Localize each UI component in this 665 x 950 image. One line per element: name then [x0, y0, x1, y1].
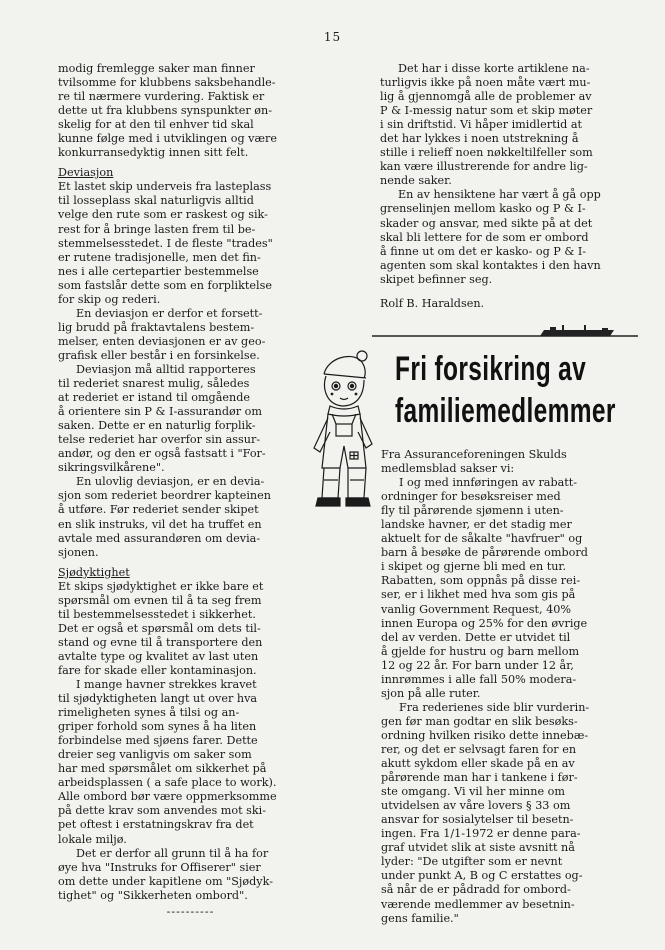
text-line: Deviasjon må alltid rapporteres: [76, 362, 256, 376]
text-line: til losseplass skal naturligvis alltid: [58, 194, 254, 208]
text-line: 12 og 22 år. For barn under 12 år,: [381, 658, 574, 672]
article-paragraph-1: [381, 476, 639, 701]
text-line: til rederiet snarest mulig, således: [58, 377, 250, 391]
text-line: om dette under kapitlene om "Sjødyk-: [58, 874, 273, 888]
text-line: ansvar for sosialytelser til besetn-: [381, 813, 574, 827]
text-line: akutt sykdom eller skade på en av: [381, 757, 575, 771]
text-line: en slik instruks, vil det ha truffet en: [58, 517, 262, 531]
text-line: aktuelt for de såkalte "havfruer" og: [381, 532, 583, 546]
text-line: avtalte type og kvalitet av last uten: [58, 649, 259, 663]
text-line: nende saker.: [380, 174, 452, 188]
text-line: fly til pårørende sjømenn i uten-: [381, 504, 564, 518]
text-line: melser, enten deviasjonen er av geo-: [58, 334, 266, 348]
text-line: har med spørsmålet om sikkerhet på: [58, 762, 267, 776]
headline-line-1: Fri forsikring av: [395, 350, 587, 388]
end-divider: ----------: [166, 904, 215, 918]
text-line: turligvis ikke på noen måte vært mu-: [380, 76, 591, 90]
text-line: Alle ombord bør være oppmerksomme: [58, 790, 277, 804]
text-line: rer, og det er selvsagt faren for en: [381, 742, 577, 756]
text-line: værende medlemmer av besetnin-: [381, 897, 575, 911]
headline-line-2: familiemedlemmer: [395, 392, 616, 430]
text-line: landske havner, er det stadig mer: [381, 518, 572, 532]
text-line: i sin driftstid. Vi håper imidlertid at: [380, 118, 583, 132]
text-line: agenten som skal kontaktes i den havn: [380, 258, 601, 272]
text-line: rest for å bringe lasten frem til be-: [58, 222, 256, 236]
text-line: ordning hvilken risiko dette innebæ-: [381, 728, 589, 742]
text-line: å gjelde for hustru og barn mellom: [381, 644, 580, 658]
text-line: skal bli lettere for de som er ombord: [380, 230, 589, 244]
text-line: graf utvidet slik at siste avsnitt nå: [381, 841, 575, 855]
sjodyktighet-paragraph-3: [58, 847, 323, 903]
text-line: saken. Dette er en naturlig forplik-: [58, 419, 256, 433]
text-line: på dette krav som anvendes mot ski-: [58, 804, 267, 818]
text-line: kan være illustrerende for andre lig-: [380, 160, 588, 174]
text-line: En deviasjon er derfor et forsett-: [76, 306, 263, 320]
text-line: Rabatten, som oppnås på disse rei-: [381, 574, 581, 588]
text-line: modig fremlegge saker man finner: [58, 62, 255, 75]
text-line: barn å besøke de pårørende ombord: [381, 546, 588, 560]
text-line: del av verden. Dette er utvidet til: [381, 630, 571, 644]
text-line: En av hensiktene har vært å gå opp: [398, 188, 601, 202]
text-line: til bestemmelsesstedet i sikkerhet.: [58, 607, 256, 621]
deviasjon-paragraph-2: [58, 307, 323, 363]
text-line: arbeidsplassen ( a safe place to work).: [58, 776, 277, 790]
conclusion-paragraph-1: [380, 62, 638, 188]
text-line: I og med innføringen av rabatt-: [399, 476, 578, 490]
text-line: at rederiet er istand til omgående: [58, 391, 250, 405]
ship-icon: [372, 316, 638, 344]
text-line: Fra Assuranceforeningen Skulds: [381, 448, 567, 461]
text-line: re til nærmere vurdering. Faktisk er: [58, 90, 265, 104]
text-line: Et skips sjødyktighet er ikke bare et: [58, 579, 264, 593]
text-line: dette ut fra klubbens synspunkter øn-: [58, 104, 273, 118]
text-line: I mange havner strekkes kravet: [76, 678, 257, 692]
text-line: P & I-messig natur som et skip møter: [380, 104, 593, 118]
heading-deviasjon: Deviasjon: [58, 166, 114, 180]
text-line: nes i alle certepartier bestemmelse: [58, 264, 259, 278]
text-line: stemmelsesstedet. I de fleste "trades": [58, 236, 273, 250]
text-line: skelig for at den til enhver tid skal: [58, 118, 254, 132]
text-line: gens familie.": [381, 911, 459, 925]
text-line: Det er også et spørsmål om dets til-: [58, 621, 261, 635]
text-line: skipet befinner seg.: [380, 272, 493, 286]
text-line: lokale miljø.: [58, 832, 127, 846]
right-column-top: [380, 62, 638, 311]
conclusion-paragraph-2: [380, 188, 638, 286]
article-headline: [395, 348, 616, 432]
page-number: 15: [323, 30, 342, 44]
text-line: fare for skade eller kontaminasjon.: [58, 663, 257, 677]
text-line: Det er derfor all grunn til å ha for: [76, 846, 269, 860]
child-illustration: [306, 348, 382, 516]
text-line: innen Europa og 25% for den øvrige: [381, 616, 588, 630]
text-line: rimeligheten synes å tilsi og an-: [58, 706, 240, 720]
text-line: pet oftest i erstatningskrav fra det: [58, 818, 254, 832]
text-line: ser, er i likhet med hva som gis på: [381, 588, 576, 602]
text-line: ste omgang. Vi vil her minne om: [381, 785, 565, 799]
text-line: kunne følge med i utviklingen og være: [58, 132, 277, 146]
deviasjon-paragraph-4: [58, 475, 323, 559]
right-column-bottom: [381, 448, 639, 926]
text-line: utvidelsen av våre lovers § 33 om: [381, 799, 571, 813]
text-line: Et lastet skip underveis fra lasteplass: [58, 180, 272, 194]
text-line: dreier seg vanligvis om saker som: [58, 748, 252, 762]
left-column: [58, 62, 323, 919]
text-line: tighet" og "Sikkerheten ombord".: [58, 888, 248, 902]
heading-sjodyktighet: Sjødyktighet: [58, 565, 130, 579]
article-intro: [381, 448, 639, 476]
sjodyktighet-paragraph-1: [58, 580, 323, 678]
author-signature: Rolf B. Haraldsen.: [380, 296, 485, 310]
text-line: grenselinjen mellom kasko og P & I-: [380, 202, 586, 216]
text-line: avtale med assurandøren om devia-: [58, 531, 261, 545]
intro-paragraph: [58, 62, 323, 160]
text-line: medlemsblad sakser vi:: [381, 462, 515, 476]
text-line: velge den rute som er raskest og sik-: [58, 208, 268, 222]
text-line: å orientere sin P & I-assurandør om: [58, 405, 262, 419]
text-line: ordninger for besøksreiser med: [381, 490, 561, 504]
text-line: Det har i disse korte artiklene na-: [398, 62, 590, 75]
child-figure-icon: [306, 348, 382, 516]
text-line: andør, og den er også fastsatt i "For-: [58, 447, 266, 461]
text-line: forbindelse med sjøens farer. Dette: [58, 734, 258, 748]
text-line: skader og ansvar, med sikte på at det: [380, 216, 593, 230]
text-line: Fra rederienes side blir vurderin-: [399, 700, 590, 714]
text-line: sjonen.: [58, 545, 99, 559]
text-line: å finne ut om det er kasko- og P & I-: [380, 244, 587, 258]
text-line: griper forhold som synes å ha liten: [58, 720, 257, 734]
text-line: sjon som rederiet beordrer kapteinen: [58, 489, 271, 503]
text-line: En ulovlig deviasjon, er en devia-: [76, 475, 265, 489]
text-line: for skip og rederi.: [58, 292, 161, 306]
deviasjon-paragraph-1: [58, 180, 323, 306]
ship-divider-rule: [372, 316, 638, 344]
deviasjon-paragraph-3: [58, 363, 323, 475]
text-line: vanlig Government Request, 40%: [381, 602, 571, 616]
text-line: så når de er pådradd for ombord-: [381, 883, 571, 897]
text-line: som fastslår dette som en forpliktelse: [58, 278, 272, 292]
text-line: å utføre. Før rederiet sender skipet: [58, 503, 259, 517]
text-line: lig brudd på fraktavtalens bestem-: [58, 320, 255, 334]
text-line: under punkt A, B og C erstattes og-: [381, 869, 583, 883]
text-line: grafisk eller består i en forsinkelse.: [58, 348, 260, 362]
text-line: sikringsvilkårene".: [58, 461, 165, 475]
text-line: øye hva "Instruks for Offiserer" sier: [58, 860, 261, 874]
sjodyktighet-paragraph-2: [58, 678, 323, 847]
text-line: pårørende man har i tankene i før-: [381, 771, 578, 785]
text-line: sjon på alle ruter.: [381, 686, 481, 700]
text-line: stille i relieff noen nøkkeltilfeller som: [380, 146, 593, 160]
text-line: innrømmes i alle fall 50% modera-: [381, 672, 577, 686]
text-line: lig å gjennomgå alle de problemer av: [380, 90, 592, 104]
text-line: gen før man godtar en slik besøks-: [381, 714, 578, 728]
text-line: ingen. Fra 1/1-1972 er denne para-: [381, 827, 581, 841]
text-line: lyder: "De utgifter som er nevnt: [381, 855, 563, 869]
text-line: til sjødyktigheten langt ut over hva: [58, 692, 258, 706]
text-line: i skipet og gjerne bli med en tur.: [381, 560, 567, 574]
article-paragraph-2: [381, 701, 639, 926]
text-line: er rutene tradisjonelle, men det fin-: [58, 250, 261, 264]
text-line: det har lykkes i noen utstrekning å: [380, 132, 579, 146]
text-line: spørsmål om evnen til å ta seg frem: [58, 593, 262, 607]
text-line: konkurransedyktig innen sitt felt.: [58, 146, 249, 160]
text-line: stand og evne til å transportere den: [58, 635, 263, 649]
text-line: telse rederiet har overfor sin assur-: [58, 433, 261, 447]
text-line: tvilsomme for klubbens saksbehandle-: [58, 76, 276, 90]
